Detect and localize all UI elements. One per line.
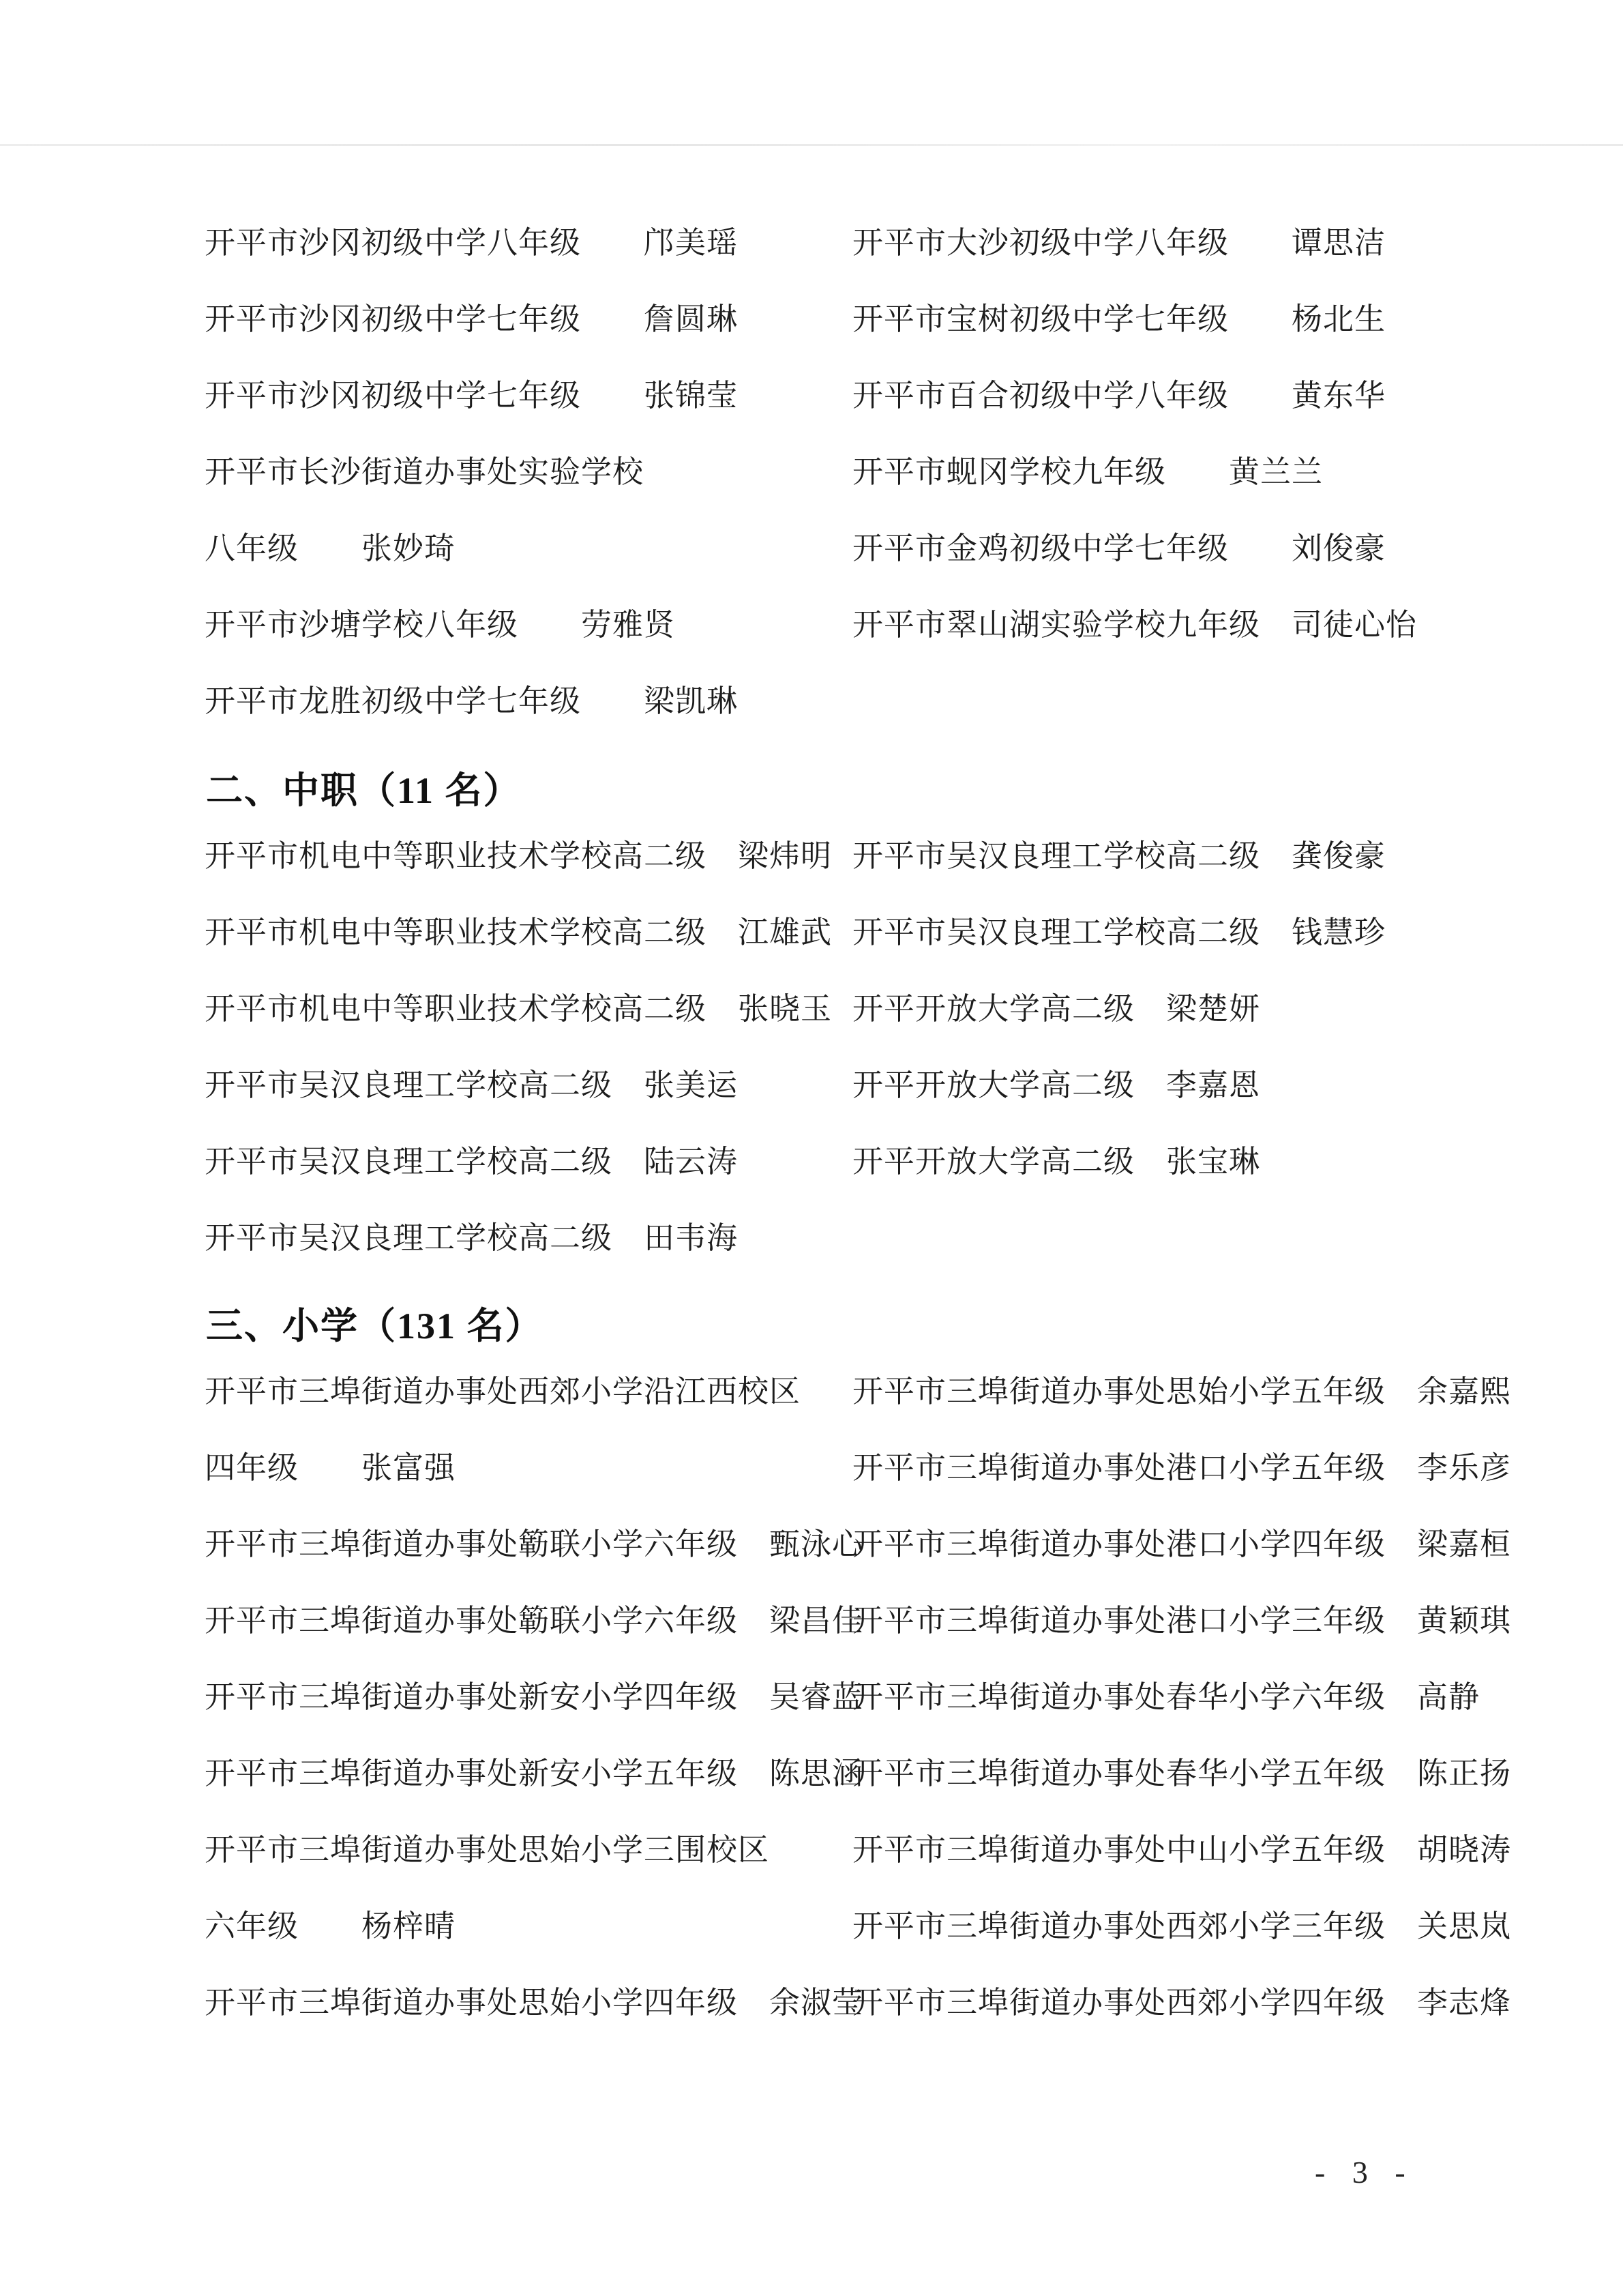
list-item: 开平开放大学高二级 张宝琳 bbox=[852, 1145, 1261, 1179]
list-item: 开平市三埠街道办事处港口小学四年级 梁嘉桓 bbox=[852, 1527, 1512, 1561]
list-item: 开平市三埠街道办事处港口小学三年级 黄颖琪 bbox=[852, 1604, 1512, 1638]
list-item: 开平市沙冈初级中学七年级 张锦莹 bbox=[205, 379, 739, 413]
list-item: 开平市机电中等职业技术学校高二级 张晓玉 bbox=[205, 992, 833, 1026]
xiaoxue-right-column bbox=[852, 1372, 1575, 2059]
list-item: 开平市三埠街道办事处港口小学五年级 李乐彦 bbox=[852, 1451, 1512, 1485]
list-item: 开平市三埠街道办事处春华小学五年级 陈正扬 bbox=[852, 1756, 1512, 1791]
zhongzhi-left-column bbox=[205, 836, 927, 1295]
list-item: 八年级 张妙琦 bbox=[205, 531, 456, 565]
list-item: 开平市吴汉良理工学校高二级 龚俊豪 bbox=[852, 839, 1386, 873]
junior-high-right-column bbox=[852, 223, 1575, 681]
list-item: 开平市大沙初级中学八年级 谭思洁 bbox=[852, 226, 1386, 260]
list-item: 开平市翠山湖实验学校九年级 司徒心怡 bbox=[852, 608, 1418, 642]
section-heading-zhongzhi: 二、中职（11 名） bbox=[206, 770, 522, 811]
section-heading-xiaoxue: 三、小学（131 名） bbox=[206, 1306, 544, 1346]
list-item: 开平市长沙街道办事处实验学校 bbox=[205, 455, 644, 489]
list-item: 开平市吴汉良理工学校高二级 田韦海 bbox=[205, 1221, 739, 1255]
list-item: 开平市吴汉良理工学校高二级 张美运 bbox=[205, 1068, 739, 1102]
list-item: 开平市三埠街道办事处思始小学四年级 余淑莹 bbox=[205, 1986, 864, 2020]
list-item: 开平开放大学高二级 梁楚妍 bbox=[852, 992, 1261, 1026]
list-item: 开平市沙冈初级中学七年级 詹圆琳 bbox=[205, 302, 739, 336]
list-item: 四年级 张富强 bbox=[205, 1451, 456, 1485]
list-item: 开平市三埠街道办事处新安小学五年级 陈思涵 bbox=[205, 1756, 864, 1791]
list-item: 开平市机电中等职业技术学校高二级 江雄武 bbox=[205, 915, 833, 950]
page-number: - 3 - bbox=[1315, 2155, 1415, 2190]
list-item: 开平市三埠街道办事处思始小学五年级 余嘉熙 bbox=[852, 1374, 1512, 1409]
list-item: 开平市三埠街道办事处思始小学三围校区 bbox=[205, 1833, 770, 1867]
list-item: 开平市宝树初级中学七年级 杨北生 bbox=[852, 302, 1386, 336]
list-item: 开平市吴汉良理工学校高二级 陆云涛 bbox=[205, 1145, 739, 1179]
scan-artifact-line bbox=[0, 144, 1623, 146]
list-item: 开平市沙冈初级中学八年级 邝美瑶 bbox=[205, 226, 739, 260]
list-item: 开平市沙塘学校八年级 劳雅贤 bbox=[205, 608, 676, 642]
list-item: 开平市三埠街道办事处西郊小学四年级 李志烽 bbox=[852, 1986, 1512, 2020]
list-item: 开平市机电中等职业技术学校高二级 梁炜明 bbox=[205, 839, 833, 873]
list-item: 开平市龙胜初级中学七年级 梁凯琳 bbox=[205, 684, 739, 718]
junior-high-left-column bbox=[205, 223, 927, 758]
list-item: 开平市三埠街道办事处西郊小学沿江西校区 bbox=[205, 1374, 801, 1409]
list-item: 开平市吴汉良理工学校高二级 钱慧珍 bbox=[852, 915, 1386, 950]
list-item: 开平市金鸡初级中学七年级 刘俊豪 bbox=[852, 531, 1386, 565]
list-item: 开平市三埠街道办事处簕联小学六年级 甄泳心 bbox=[205, 1527, 864, 1561]
xiaoxue-left-column bbox=[205, 1372, 927, 2059]
list-item: 开平市三埠街道办事处中山小学五年级 胡晓涛 bbox=[852, 1833, 1512, 1867]
list-item: 六年级 杨梓晴 bbox=[205, 1909, 456, 1943]
list-item: 开平市三埠街道办事处簕联小学六年级 梁昌佳 bbox=[205, 1604, 864, 1638]
list-item: 开平市三埠街道办事处西郊小学三年级 关思岚 bbox=[852, 1909, 1512, 1943]
list-item: 开平市百合初级中学八年级 黄东华 bbox=[852, 379, 1386, 413]
list-item: 开平市三埠街道办事处新安小学四年级 吴睿蓝 bbox=[205, 1680, 864, 1714]
list-item: 开平市蚬冈学校九年级 黄兰兰 bbox=[852, 455, 1324, 489]
list-item: 开平开放大学高二级 李嘉恩 bbox=[852, 1068, 1261, 1102]
zhongzhi-right-column bbox=[852, 836, 1575, 1218]
list-item: 开平市三埠街道办事处春华小学六年级 高静 bbox=[852, 1680, 1480, 1714]
